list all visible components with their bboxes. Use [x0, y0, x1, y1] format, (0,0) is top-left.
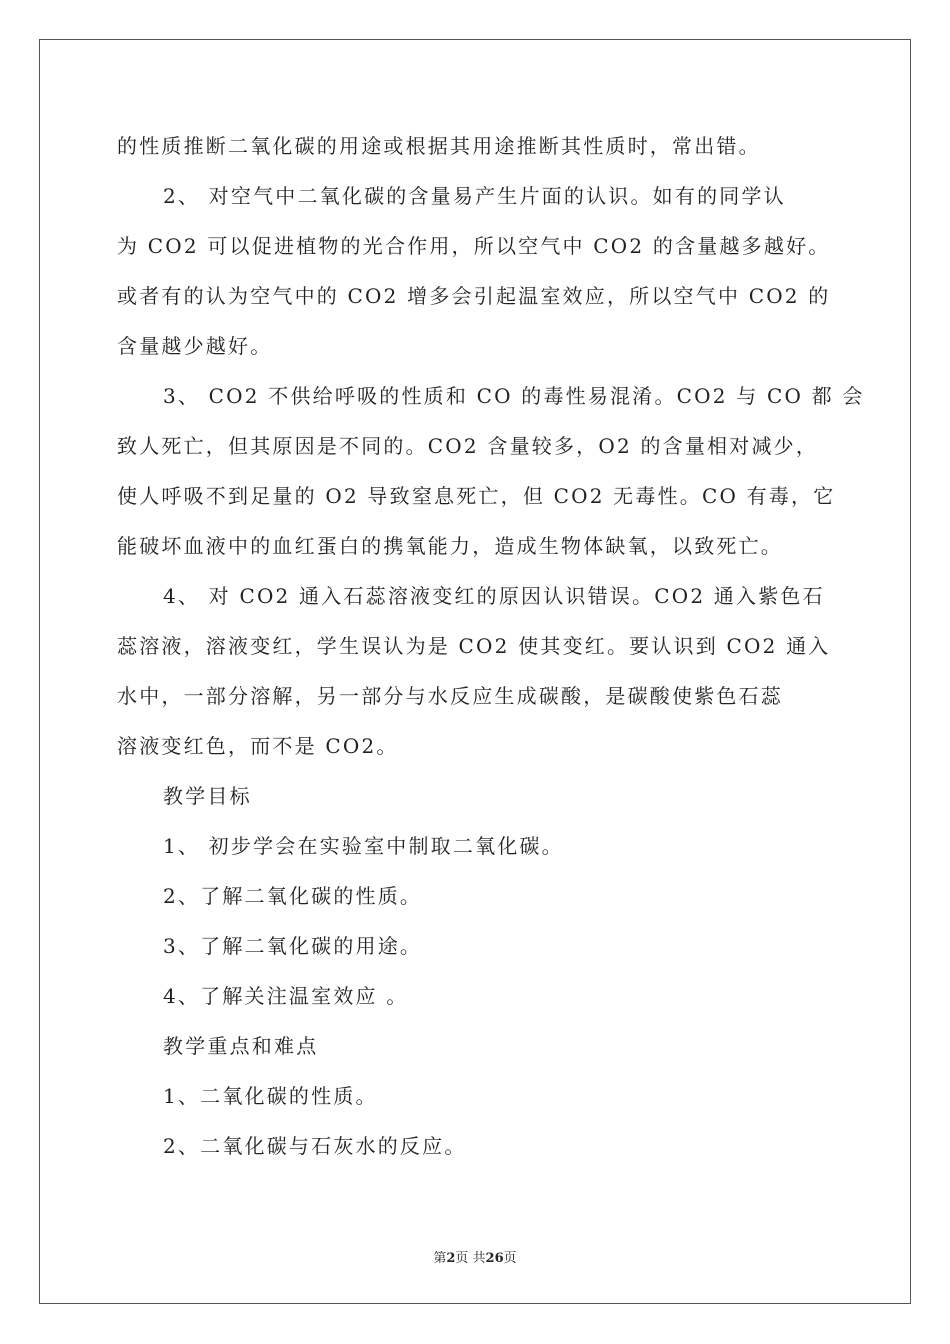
paragraph-line: 4、 对 CO2 通入石蕊溶液变红的原因认识错误。CO2 通入紫色石: [163, 584, 825, 608]
footer-suffix: 页: [503, 1251, 517, 1266]
paragraph-line: 2、 对空气中二氧化碳的含量易产生片面的认识。如有的同学认: [163, 184, 786, 208]
paragraph-line: 水中，一部分溶解，另一部分与水反应生成碳酸，是碳酸使紫色石蕊: [117, 684, 783, 708]
section-heading: 教学重点和难点: [163, 1034, 319, 1058]
footer-mid: 页 共: [455, 1251, 486, 1266]
list-item: 4、了解关注温室效应 。: [163, 984, 409, 1008]
list-item: 2、了解二氧化碳的性质。: [163, 884, 423, 908]
list-item: 2、二氧化碳与石灰水的反应。: [163, 1134, 467, 1158]
paragraph-line: 或者有的认为空气中的 CO2 增多会引起温室效应，所以空气中 CO2 的: [117, 284, 831, 308]
paragraph-line: 使人呼吸不到足量的 O2 导致窒息死亡，但 CO2 无毒性。CO 有毒，它: [117, 484, 836, 508]
paragraph-line: 能破坏血液中的血红蛋白的携氧能力，造成生物体缺氧，以致死亡。: [117, 534, 783, 558]
section-heading: 教学目标: [163, 784, 252, 808]
paragraph-line: 致人死亡，但其原因是不同的。CO2 含量较多，O2 的含量相对减少，: [117, 434, 819, 458]
document-body: [117, 128, 865, 1178]
paragraph-line: 含量越少越好。: [117, 334, 273, 358]
list-item: 1、二氧化碳的性质。: [163, 1084, 378, 1108]
current-page-number: 2: [446, 1251, 456, 1266]
list-item: 1、 初步学会在实验室中制取二氧化碳。: [163, 834, 564, 858]
paragraph-line: 蕊溶液，溶液变红，学生误认为是 CO2 使其变红。要认识到 CO2 通入: [117, 634, 831, 658]
paragraph-line: 的性质推断二氧化碳的用途或根据其用途推断其性质时，常出错。: [117, 134, 761, 158]
paragraph-line: 3、 CO2 不供给呼吸的性质和 CO 的毒性易混淆。CO2 与 CO 都 会: [163, 384, 865, 408]
paragraph-line: 为 CO2 可以促进植物的光合作用，所以空气中 CO2 的含量越多越好。: [117, 234, 831, 258]
paragraph-line: 溶液变红色，而不是 CO2。: [117, 734, 399, 758]
footer-prefix: 第: [433, 1251, 447, 1266]
page-footer: [0, 1247, 950, 1266]
total-pages-number: 26: [485, 1251, 504, 1266]
list-item: 3、了解二氧化碳的用途。: [163, 934, 423, 958]
